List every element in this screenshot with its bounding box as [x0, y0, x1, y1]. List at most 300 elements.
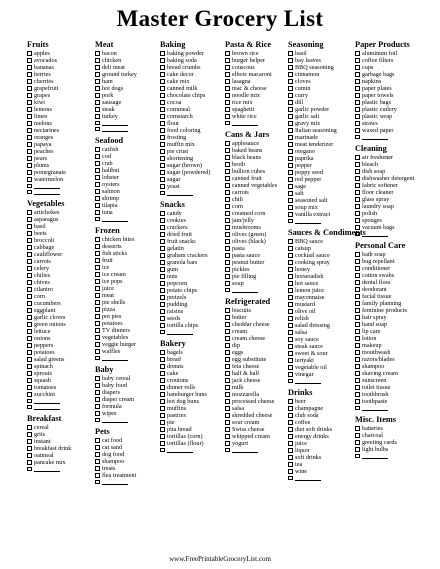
checkbox[interactable] [160, 434, 165, 439]
checkbox[interactable] [225, 448, 230, 453]
checkbox[interactable] [160, 378, 165, 383]
checkbox[interactable] [225, 93, 230, 98]
checkbox[interactable] [27, 163, 32, 168]
checkbox[interactable] [225, 121, 230, 126]
checkbox[interactable] [27, 107, 32, 112]
checkbox[interactable] [95, 237, 100, 242]
checkbox[interactable] [27, 224, 32, 229]
checkbox[interactable] [27, 343, 32, 348]
checkbox[interactable] [95, 72, 100, 77]
blank-write-in-line[interactable] [34, 189, 60, 195]
checkbox[interactable] [95, 328, 100, 333]
checkbox[interactable] [225, 267, 230, 272]
checkbox[interactable] [225, 406, 230, 411]
checkbox[interactable] [95, 279, 100, 284]
checkbox[interactable] [225, 72, 230, 77]
blank-write-in-line[interactable] [102, 355, 128, 361]
blank-write-in-line[interactable] [167, 190, 193, 196]
checkbox[interactable] [160, 246, 165, 251]
checkbox[interactable] [95, 265, 100, 270]
checkbox[interactable] [95, 154, 100, 159]
checkbox[interactable] [27, 439, 32, 444]
checkbox[interactable] [160, 281, 165, 286]
checkbox[interactable] [288, 205, 293, 210]
checkbox[interactable] [225, 183, 230, 188]
checkbox[interactable] [27, 399, 32, 404]
checkbox[interactable] [95, 107, 100, 112]
checkbox[interactable] [160, 413, 165, 418]
checkbox[interactable] [160, 448, 165, 453]
checkbox[interactable] [160, 156, 165, 161]
checkbox[interactable] [355, 155, 360, 160]
checkbox[interactable] [225, 162, 230, 167]
checkbox[interactable] [27, 364, 32, 369]
checkbox[interactable] [288, 441, 293, 446]
checkbox[interactable] [95, 272, 100, 277]
checkbox[interactable] [288, 344, 293, 349]
checkbox[interactable] [288, 177, 293, 182]
checkbox[interactable] [160, 253, 165, 258]
checkbox[interactable] [95, 473, 100, 478]
checkbox[interactable] [95, 244, 100, 249]
checkbox[interactable] [27, 371, 32, 376]
blank-write-in-line[interactable] [34, 404, 60, 410]
checkbox[interactable] [27, 385, 32, 390]
checkbox[interactable] [225, 225, 230, 230]
checkbox[interactable] [160, 371, 165, 376]
checkbox[interactable] [288, 358, 293, 363]
checkbox[interactable] [95, 182, 100, 187]
checkbox[interactable] [288, 100, 293, 105]
checkbox[interactable] [95, 258, 100, 263]
checkbox[interactable] [288, 302, 293, 307]
checkbox[interactable] [355, 426, 360, 431]
checkbox[interactable] [225, 427, 230, 432]
checkbox[interactable] [288, 316, 293, 321]
checkbox[interactable] [355, 100, 360, 105]
blank-write-in-line[interactable] [362, 405, 388, 411]
checkbox[interactable] [27, 392, 32, 397]
checkbox[interactable] [288, 65, 293, 70]
checkbox[interactable] [288, 295, 293, 300]
checkbox[interactable] [225, 148, 230, 153]
checkbox[interactable] [225, 100, 230, 105]
checkbox[interactable] [288, 163, 293, 168]
checkbox[interactable] [288, 434, 293, 439]
checkbox[interactable] [95, 356, 100, 361]
checkbox[interactable] [288, 51, 293, 56]
checkbox[interactable] [95, 100, 100, 105]
checkbox[interactable] [95, 404, 100, 409]
checkbox[interactable] [95, 466, 100, 471]
checkbox[interactable] [355, 232, 360, 237]
checkbox[interactable] [355, 308, 360, 313]
checkbox[interactable] [95, 51, 100, 56]
blank-write-in-line[interactable] [167, 329, 193, 335]
checkbox[interactable] [355, 252, 360, 257]
checkbox[interactable] [355, 273, 360, 278]
checkbox[interactable] [225, 385, 230, 390]
checkbox[interactable] [355, 329, 360, 334]
checkbox[interactable] [288, 337, 293, 342]
checkbox[interactable] [95, 93, 100, 98]
checkbox[interactable] [225, 281, 230, 286]
blank-write-in-line[interactable] [362, 453, 388, 459]
checkbox[interactable] [160, 309, 165, 314]
checkbox[interactable] [225, 357, 230, 362]
blank-write-in-line[interactable] [167, 447, 193, 453]
checkbox[interactable] [225, 371, 230, 376]
checkbox[interactable] [288, 379, 293, 384]
checkbox[interactable] [355, 406, 360, 411]
checkbox[interactable] [27, 149, 32, 154]
checkbox[interactable] [160, 364, 165, 369]
checkbox[interactable] [27, 58, 32, 63]
checkbox[interactable] [355, 399, 360, 404]
checkbox[interactable] [288, 476, 293, 481]
checkbox[interactable] [288, 406, 293, 411]
checkbox[interactable] [355, 128, 360, 133]
checkbox[interactable] [160, 239, 165, 244]
checkbox[interactable] [225, 218, 230, 223]
checkbox[interactable] [355, 183, 360, 188]
checkbox[interactable] [288, 288, 293, 293]
checkbox[interactable] [27, 329, 32, 334]
checkbox[interactable] [225, 322, 230, 327]
checkbox[interactable] [225, 58, 230, 63]
blank-write-in-line[interactable] [295, 218, 321, 224]
checkbox[interactable] [225, 239, 230, 244]
checkbox[interactable] [95, 127, 100, 132]
checkbox[interactable] [355, 58, 360, 63]
checkbox[interactable] [160, 177, 165, 182]
checkbox[interactable] [225, 413, 230, 418]
checkbox[interactable] [225, 107, 230, 112]
checkbox[interactable] [160, 225, 165, 230]
checkbox[interactable] [355, 121, 360, 126]
checkbox[interactable] [160, 267, 165, 272]
checkbox[interactable] [288, 239, 293, 244]
checkbox[interactable] [225, 232, 230, 237]
checkbox[interactable] [288, 372, 293, 377]
checkbox[interactable] [288, 86, 293, 91]
checkbox[interactable] [160, 385, 165, 390]
checkbox[interactable] [160, 316, 165, 321]
checkbox[interactable] [27, 135, 32, 140]
checkbox[interactable] [225, 211, 230, 216]
checkbox[interactable] [355, 86, 360, 91]
checkbox[interactable] [95, 147, 100, 152]
checkbox[interactable] [288, 330, 293, 335]
checkbox[interactable] [95, 321, 100, 326]
checkbox[interactable] [95, 418, 100, 423]
checkbox[interactable] [288, 212, 293, 217]
checkbox[interactable] [225, 336, 230, 341]
checkbox[interactable] [288, 448, 293, 453]
checkbox[interactable] [27, 467, 32, 472]
checkbox[interactable] [160, 218, 165, 223]
checkbox[interactable] [355, 454, 360, 459]
checkbox[interactable] [355, 280, 360, 285]
checkbox[interactable] [355, 259, 360, 264]
checkbox[interactable] [95, 390, 100, 395]
checkbox[interactable] [27, 184, 32, 189]
checkbox[interactable] [160, 330, 165, 335]
checkbox[interactable] [95, 217, 100, 222]
checkbox[interactable] [27, 432, 32, 437]
checkbox[interactable] [225, 441, 230, 446]
checkbox[interactable] [27, 93, 32, 98]
checkbox[interactable] [225, 288, 230, 293]
checkbox[interactable] [355, 294, 360, 299]
checkbox[interactable] [355, 197, 360, 202]
checkbox[interactable] [225, 197, 230, 202]
checkbox[interactable] [160, 93, 165, 98]
checkbox[interactable] [225, 308, 230, 313]
checkbox[interactable] [95, 65, 100, 70]
checkbox[interactable] [225, 190, 230, 195]
checkbox[interactable] [288, 219, 293, 224]
checkbox[interactable] [160, 65, 165, 70]
checkbox[interactable] [27, 336, 32, 341]
checkbox[interactable] [225, 169, 230, 174]
checkbox[interactable] [27, 231, 32, 236]
checkbox[interactable] [160, 260, 165, 265]
checkbox[interactable] [160, 79, 165, 84]
checkbox[interactable] [27, 405, 32, 410]
checkbox[interactable] [355, 162, 360, 167]
checkbox[interactable] [225, 141, 230, 146]
checkbox[interactable] [160, 406, 165, 411]
checkbox[interactable] [27, 460, 32, 465]
checkbox[interactable] [95, 376, 100, 381]
checkbox[interactable] [225, 364, 230, 369]
checkbox[interactable] [225, 434, 230, 439]
checkbox[interactable] [288, 107, 293, 112]
checkbox[interactable] [27, 142, 32, 147]
checkbox[interactable] [225, 420, 230, 425]
checkbox[interactable] [160, 295, 165, 300]
checkbox[interactable] [160, 191, 165, 196]
checkbox[interactable] [160, 149, 165, 154]
checkbox[interactable] [225, 260, 230, 265]
checkbox[interactable] [27, 287, 32, 292]
checkbox[interactable] [95, 445, 100, 450]
checkbox[interactable] [355, 385, 360, 390]
checkbox[interactable] [355, 72, 360, 77]
checkbox[interactable] [160, 392, 165, 397]
checkbox[interactable] [225, 253, 230, 258]
checkbox[interactable] [288, 365, 293, 370]
blank-write-in-line[interactable] [362, 134, 388, 140]
checkbox[interactable] [225, 274, 230, 279]
checkbox[interactable] [160, 100, 165, 105]
checkbox[interactable] [355, 350, 360, 355]
checkbox[interactable] [355, 447, 360, 452]
checkbox[interactable] [288, 399, 293, 404]
checkbox[interactable] [355, 176, 360, 181]
checkbox[interactable] [27, 266, 32, 271]
checkbox[interactable] [355, 378, 360, 383]
checkbox[interactable] [225, 51, 230, 56]
checkbox[interactable] [27, 65, 32, 70]
checkbox[interactable] [95, 210, 100, 215]
checkbox[interactable] [27, 210, 32, 215]
checkbox[interactable] [225, 176, 230, 181]
checkbox[interactable] [288, 93, 293, 98]
checkbox[interactable] [95, 293, 100, 298]
checkbox[interactable] [355, 301, 360, 306]
checkbox[interactable] [95, 342, 100, 347]
checkbox[interactable] [355, 93, 360, 98]
checkbox[interactable] [95, 175, 100, 180]
checkbox[interactable] [288, 142, 293, 147]
checkbox[interactable] [160, 274, 165, 279]
checkbox[interactable] [225, 315, 230, 320]
checkbox[interactable] [288, 198, 293, 203]
checkbox[interactable] [355, 336, 360, 341]
checkbox[interactable] [160, 323, 165, 328]
checkbox[interactable] [288, 281, 293, 286]
checkbox[interactable] [355, 322, 360, 327]
checkbox[interactable] [225, 392, 230, 397]
checkbox[interactable] [160, 399, 165, 404]
checkbox[interactable] [160, 420, 165, 425]
blank-write-in-line[interactable] [295, 475, 321, 481]
checkbox[interactable] [160, 170, 165, 175]
checkbox[interactable] [355, 287, 360, 292]
checkbox[interactable] [225, 204, 230, 209]
checkbox[interactable] [288, 121, 293, 126]
checkbox[interactable] [288, 469, 293, 474]
checkbox[interactable] [160, 121, 165, 126]
checkbox[interactable] [160, 142, 165, 147]
checkbox[interactable] [355, 315, 360, 320]
checkbox[interactable] [27, 156, 32, 161]
checkbox[interactable] [95, 79, 100, 84]
checkbox[interactable] [355, 440, 360, 445]
checkbox[interactable] [225, 155, 230, 160]
checkbox[interactable] [95, 189, 100, 194]
checkbox[interactable] [95, 397, 100, 402]
checkbox[interactable] [288, 267, 293, 272]
checkbox[interactable] [160, 302, 165, 307]
checkbox[interactable] [288, 455, 293, 460]
checkbox[interactable] [95, 335, 100, 340]
checkbox[interactable] [160, 135, 165, 140]
blank-write-in-line[interactable] [34, 466, 60, 472]
checkbox[interactable] [288, 274, 293, 279]
checkbox[interactable] [355, 392, 360, 397]
checkbox[interactable] [160, 58, 165, 63]
checkbox[interactable] [27, 308, 32, 313]
checkbox[interactable] [27, 294, 32, 299]
checkbox[interactable] [160, 114, 165, 119]
checkbox[interactable] [95, 480, 100, 485]
checkbox[interactable] [288, 72, 293, 77]
checkbox[interactable] [288, 427, 293, 432]
checkbox[interactable] [160, 427, 165, 432]
checkbox[interactable] [355, 433, 360, 438]
checkbox[interactable] [355, 364, 360, 369]
checkbox[interactable] [225, 378, 230, 383]
checkbox[interactable] [27, 425, 32, 430]
checkbox[interactable] [27, 177, 32, 182]
checkbox[interactable] [288, 114, 293, 119]
checkbox[interactable] [95, 438, 100, 443]
checkbox[interactable] [95, 314, 100, 319]
checkbox[interactable] [27, 273, 32, 278]
blank-write-in-line[interactable] [102, 126, 128, 132]
checkbox[interactable] [355, 266, 360, 271]
checkbox[interactable] [27, 217, 32, 222]
checkbox[interactable] [355, 65, 360, 70]
checkbox[interactable] [288, 260, 293, 265]
checkbox[interactable] [95, 161, 100, 166]
checkbox[interactable] [27, 446, 32, 451]
checkbox[interactable] [288, 413, 293, 418]
checkbox[interactable] [288, 58, 293, 63]
checkbox[interactable] [288, 351, 293, 356]
checkbox[interactable] [288, 170, 293, 175]
checkbox[interactable] [95, 114, 100, 119]
checkbox[interactable] [288, 79, 293, 84]
checkbox[interactable] [27, 114, 32, 119]
checkbox[interactable] [160, 350, 165, 355]
checkbox[interactable] [225, 350, 230, 355]
blank-write-in-line[interactable] [232, 120, 258, 126]
checkbox[interactable] [160, 232, 165, 237]
checkbox[interactable] [288, 135, 293, 140]
checkbox[interactable] [225, 246, 230, 251]
checkbox[interactable] [288, 323, 293, 328]
checkbox[interactable] [225, 86, 230, 91]
checkbox[interactable] [160, 163, 165, 168]
checkbox[interactable] [27, 238, 32, 243]
checkbox[interactable] [355, 135, 360, 140]
checkbox[interactable] [355, 357, 360, 362]
checkbox[interactable] [27, 259, 32, 264]
checkbox[interactable] [95, 411, 100, 416]
checkbox[interactable] [160, 357, 165, 362]
checkbox[interactable] [355, 107, 360, 112]
checkbox[interactable] [95, 196, 100, 201]
checkbox[interactable] [288, 128, 293, 133]
checkbox[interactable] [95, 168, 100, 173]
checkbox[interactable] [225, 329, 230, 334]
checkbox[interactable] [95, 86, 100, 91]
checkbox[interactable] [355, 225, 360, 230]
checkbox[interactable] [160, 72, 165, 77]
checkbox[interactable] [160, 51, 165, 56]
checkbox[interactable] [225, 65, 230, 70]
checkbox[interactable] [95, 286, 100, 291]
checkbox[interactable] [225, 343, 230, 348]
checkbox[interactable] [160, 441, 165, 446]
checkbox[interactable] [225, 114, 230, 119]
blank-write-in-line[interactable] [102, 216, 128, 222]
blank-write-in-line[interactable] [232, 447, 258, 453]
checkbox[interactable] [95, 58, 100, 63]
checkbox[interactable] [355, 190, 360, 195]
checkbox[interactable] [27, 86, 32, 91]
checkbox[interactable] [288, 149, 293, 154]
checkbox[interactable] [355, 51, 360, 56]
checkbox[interactable] [27, 245, 32, 250]
checkbox[interactable] [160, 86, 165, 91]
blank-write-in-line[interactable] [362, 231, 388, 237]
checkbox[interactable] [27, 79, 32, 84]
